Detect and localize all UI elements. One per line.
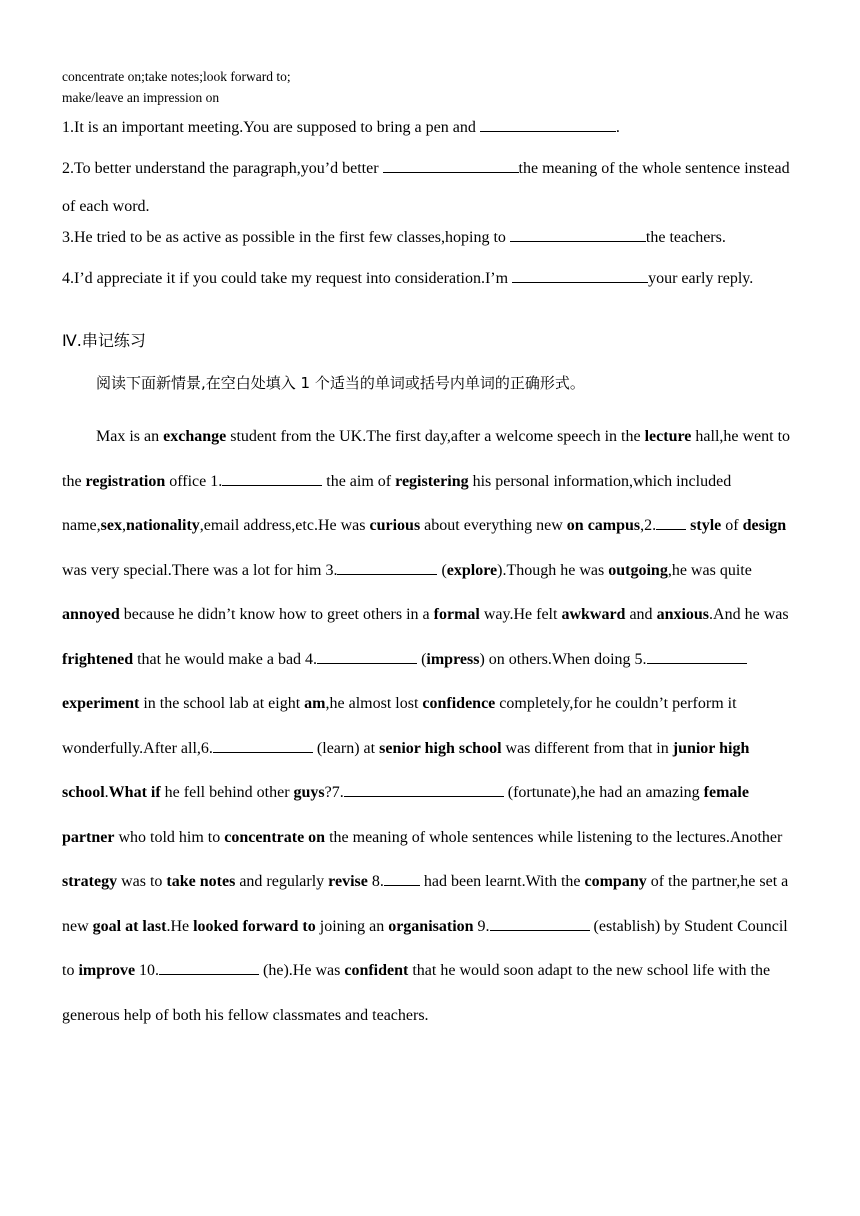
question-1-end: . — [615, 119, 620, 136]
keyword: What if — [108, 784, 161, 801]
answer-blank-q1[interactable] — [480, 116, 616, 132]
passage-text: (establish) by Student Council to — [62, 917, 788, 979]
keyword: registration — [85, 472, 166, 490]
passage-text: that he would soon adapt to the new school life with the generous help of both his fellow classmates and teachers. — [62, 962, 771, 1024]
question-4-text: 4.I’d appreciate it if you could take my request into consideration.I’m — [62, 270, 513, 287]
passage-text: ( — [437, 561, 447, 579]
keyword: on campus — [566, 517, 641, 534]
keyword: organisation — [388, 917, 474, 935]
keyword: junior high school — [62, 739, 750, 801]
passage-text: was very special.There was a lot for him 3. — [62, 561, 338, 579]
passage-blank-1[interactable] — [222, 471, 322, 486]
keyword: outgoing — [608, 561, 668, 579]
passage-text: ,email address,etc.He was — [199, 517, 370, 534]
passage-text: ,2. — [640, 517, 657, 534]
passage-text: (fortunate),he had an amazing — [507, 784, 704, 801]
keyword: design — [742, 517, 787, 534]
keyword: guys — [293, 784, 325, 801]
passage-text: and — [625, 606, 657, 623]
passage-text: student from the UK.The first day,after a welcome speech in the — [226, 428, 645, 445]
passage — [62, 415, 804, 1038]
question-2-text: 2.To better understand the paragraph,you’d better — [62, 160, 383, 177]
passage-text: Max is an — [96, 428, 164, 445]
passage-text: way.He felt — [479, 606, 562, 623]
keyword: frightened — [62, 650, 134, 668]
section-title: Ⅳ.串记练习 — [62, 331, 146, 350]
passage-text: .And he was — [709, 606, 789, 623]
passage-text: because he didn’t know how to greet others in a — [119, 606, 434, 623]
keyword: nationality — [125, 517, 200, 534]
section-instruction: 阅读下面新情景,在空白处填入 1 个适当的单词或括号内单词的正确形式。 — [96, 374, 585, 392]
passage-blank-9[interactable] — [490, 916, 590, 931]
word-bank-line-1: concentrate on;take notes;look forward to; — [62, 69, 291, 84]
keyword: confidence — [422, 695, 496, 712]
passage-text: the aim of — [322, 472, 396, 490]
keyword: explore — [446, 561, 498, 579]
passage-text: ?7. — [324, 784, 344, 801]
keyword: goal at last — [92, 917, 167, 935]
question-3-end: the teachers. — [645, 229, 726, 246]
answer-blank-q2[interactable] — [383, 157, 519, 173]
passage-text: of the partner,he set a new — [62, 873, 789, 935]
keyword: awkward — [561, 606, 626, 623]
keyword: senior high school — [379, 739, 502, 757]
passage-blank-5[interactable] — [647, 649, 747, 664]
keyword: confident — [344, 962, 409, 979]
passage-text: hall,he went to the — [62, 428, 791, 490]
passage-text: who told him to — [114, 828, 225, 846]
passage-text: the meaning of whole sentences while listening to the lectures.Another — [325, 828, 783, 846]
keyword: formal — [433, 606, 480, 623]
keyword: curious — [369, 517, 421, 534]
passage-text: (learn) at — [312, 739, 380, 757]
passage-text: completely,for he couldn’t perform it wonderfully.After all,6. — [62, 695, 737, 757]
keyword: exchange — [163, 428, 227, 445]
answer-blank-q4[interactable] — [512, 267, 648, 283]
keyword: strategy — [62, 873, 118, 890]
keyword: sex — [100, 517, 122, 534]
keyword: style — [690, 517, 722, 534]
passage-blank-7[interactable] — [344, 782, 504, 797]
passage-text: of — [721, 517, 743, 534]
passage-text: . — [104, 784, 109, 801]
passage-blank-8[interactable] — [384, 871, 420, 886]
passage-blank-6[interactable] — [213, 738, 313, 753]
passage-blank-3[interactable] — [337, 560, 437, 575]
passage-text: that he would make a bad 4. — [133, 650, 318, 668]
keyword: take notes — [166, 873, 236, 890]
word-bank-line-2: make/leave an impression on — [62, 90, 220, 105]
keyword: annoyed — [62, 606, 120, 623]
word-bank — [62, 66, 291, 108]
passage-blank-4[interactable] — [317, 649, 417, 664]
question-2-end: the meaning of the whole sentence instead of each word. — [62, 160, 790, 215]
passage-text: was different from that in — [501, 739, 673, 757]
keyword: company — [584, 873, 647, 890]
keyword: impress — [426, 650, 480, 668]
keyword: registering — [395, 472, 469, 490]
keyword: experiment — [62, 695, 140, 712]
keyword: looked forward to — [193, 917, 316, 935]
passage-text: .He — [166, 917, 194, 935]
question-4 — [62, 264, 802, 294]
keyword: am — [304, 695, 326, 712]
passage-text: joining an — [315, 917, 389, 935]
keyword: lecture — [644, 428, 692, 445]
question-3 — [62, 226, 802, 249]
passage-text: office 1. — [165, 472, 223, 490]
answer-blank-q3[interactable] — [510, 226, 646, 242]
passage-text: 8. — [367, 873, 384, 890]
passage-text: had been learnt.With the — [419, 873, 585, 890]
keyword: revise — [328, 873, 368, 890]
question-1-text: 1.It is an important meeting.You are supposed to bring a pen and — [62, 119, 480, 136]
keyword: anxious — [656, 606, 710, 623]
passage-text: and regularly — [235, 873, 329, 890]
passage-text: in the school lab at eight — [139, 695, 305, 712]
passage-text: ).Though he was — [497, 561, 609, 579]
question-1 — [62, 116, 802, 139]
passage-text: he fell behind other — [160, 784, 294, 801]
passage-text: 9. — [473, 917, 490, 935]
keyword: improve — [78, 962, 136, 979]
passage-blank-10[interactable] — [159, 960, 259, 975]
passage-text: about everything new — [420, 517, 567, 534]
passage-text: (he).He was — [259, 962, 345, 979]
passage-text: 10. — [135, 962, 160, 979]
passage-text: ( — [417, 650, 427, 668]
passage-text: his personal information,which included name, — [62, 472, 732, 534]
passage-text: was to — [117, 873, 167, 890]
passage-blank-2[interactable] — [656, 515, 686, 530]
passage-text: ) on others.When doing 5. — [479, 650, 647, 668]
passage-text: ,he was quite — [667, 561, 752, 579]
passage-text: ,he almost lost — [325, 695, 423, 712]
keyword: concentrate on — [224, 828, 326, 846]
question-4-end: your early reply. — [648, 270, 754, 287]
question-3-text: 3.He tried to be as active as possible in the first few classes,hoping to — [62, 229, 510, 246]
question-2 — [62, 150, 802, 226]
keyword: female partner — [62, 784, 749, 846]
passage-text: , — [121, 517, 126, 534]
